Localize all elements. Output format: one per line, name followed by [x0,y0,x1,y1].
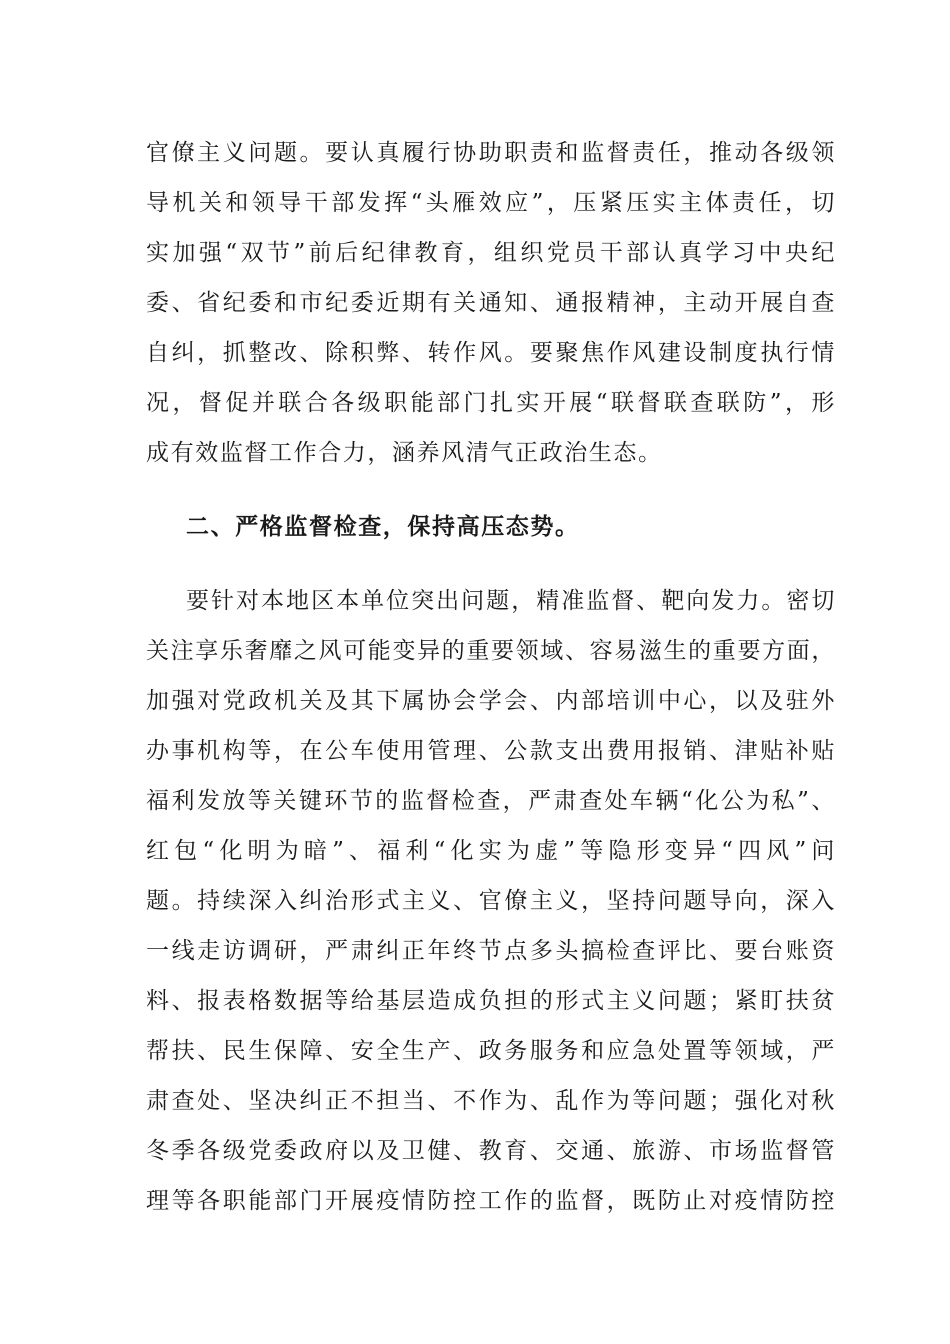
paragraph-1-line-5: 自纠，抓整改、除积弊、转作风。要聚焦作风建设制度执行情 [146,340,836,366]
section-2-heading: 二、严格监督检查，保持高压态势。 [186,513,580,540]
paragraph-2-line-8: 一线走访调研，严肃纠正年终节点多头搞检查评比、要台账资 [146,938,836,964]
paragraph-1-line-4: 委、省纪委和市纪委近期有关通知、通报精神，主动开展自查 [146,290,836,316]
paragraph-2-line-13: 理等各职能部门开展疫情防控工作的监督，既防止对疫情防控 [146,1188,836,1214]
paragraph-2-line-12: 冬季各级党委政府以及卫健、教育、交通、旅游、市场监督管 [146,1138,836,1164]
paragraph-1-line-1: 官僚主义问题。要认真履行协助职责和监督责任，推动各级领 [146,140,836,166]
paragraph-2-line-4: 办事机构等，在公车使用管理、公款支出费用报销、津贴补贴 [146,738,836,764]
paragraph-2-line-2: 关注享乐奢靡之风可能变异的重要领域、容易滋生的重要方面， [146,638,836,664]
paragraph-1-line-3: 实加强“双节”前后纪律教育，组织党员干部认真学习中央纪 [146,240,836,266]
paragraph-1-line-7: 成有效监督工作合力，涵养风清气正政治生态。 [146,440,663,466]
paragraph-2-line-9: 料、报表格数据等给基层造成负担的形式主义问题；紧盯扶贫 [146,988,836,1014]
paragraph-2-line-10: 帮扶、民生保障、安全生产、政务服务和应急处置等领域，严 [146,1038,836,1064]
paragraph-1-line-2: 导机关和领导干部发挥“头雁效应”，压紧压实主体责任，切 [146,190,836,216]
paragraph-2-line-7: 题。持续深入纠治形式主义、官僚主义，坚持问题导向，深入 [146,888,836,914]
paragraph-2-line-5: 福利发放等关键环节的监督检查，严肃查处车辆“化公为私”、 [146,788,836,814]
paragraph-2-line-1: 要针对本地区本单位突出问题，精准监督、靶向发力。密切 [186,588,836,614]
paragraph-1-line-6: 况，督促并联合各级职能部门扎实开展“联督联查联防”，形 [146,390,836,416]
paragraph-2-line-3: 加强对党政机关及其下属协会学会、内部培训中心，以及驻外 [146,688,836,714]
paragraph-2-line-11: 肃查处、坚决纠正不担当、不作为、乱作为等问题；强化对秋 [146,1088,836,1114]
paragraph-2-line-6: 红包“化明为暗”、福利“化实为虚”等隐形变异“四风”问 [146,838,836,864]
